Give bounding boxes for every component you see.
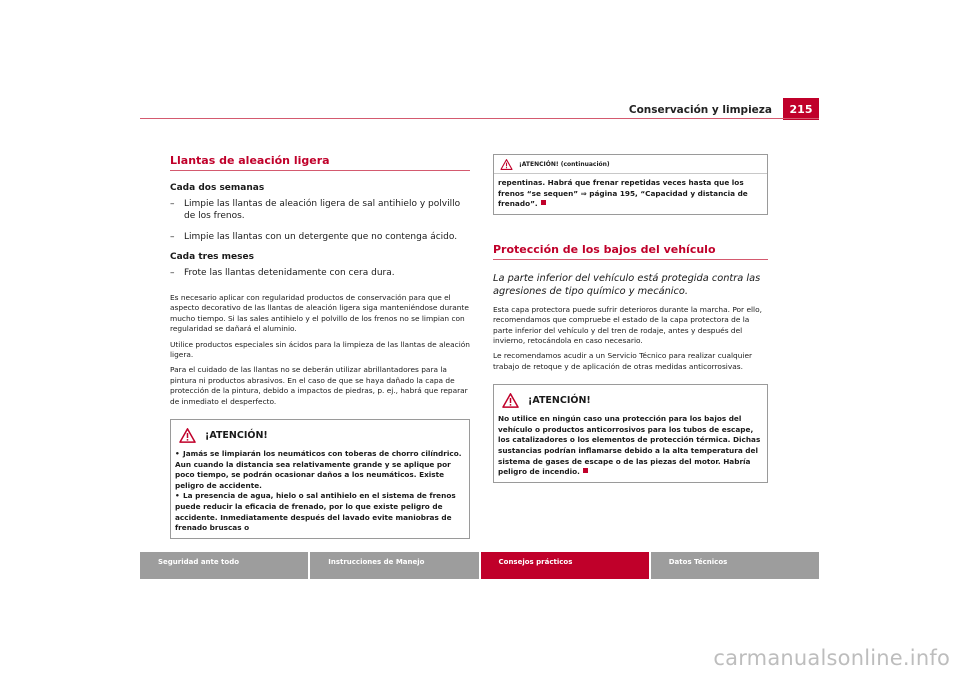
footer-tab-operating-instructions[interactable]: Instrucciones de Manejo xyxy=(310,552,478,579)
section-title-alloy-wheels: Llantas de aleación ligera xyxy=(170,154,470,171)
warning-title: ¡ATENCIÓN! xyxy=(205,430,268,442)
warning-triangle-icon xyxy=(500,159,513,170)
warning-continuation-header xyxy=(494,155,767,174)
footer-nav xyxy=(140,552,819,579)
warning-header xyxy=(171,420,469,447)
section-end-marker xyxy=(583,468,588,473)
list-item: – Limpie las llantas de aleación ligera de sal antihielo y polvillo de los frenos. xyxy=(170,199,461,221)
warning-continuation-box xyxy=(493,154,768,215)
body-paragraph: Esta capa protectora puede sufrir deterioros durante la marcha. Por ello, recomendamos que compruebe el estado de la capa protectora de la parte inferior del vehículo y del tren de rodaje, antes y después del invierno, retocándola en caso necesario. xyxy=(493,304,762,345)
watermark-text: carmanualsonline.info xyxy=(713,646,950,670)
body-paragraph: Para el cuidado de las llantas no se deberán utilizar abrillantadores para la pintura ni productos abrasivos. En el caso de que se haya dañado la capa de protección de la pintura, debido a impactos de piedras, p. ej., habrá que reparar de inmediato el desperfecto. xyxy=(170,365,468,406)
warning-box xyxy=(493,384,768,483)
warning-triangle-icon xyxy=(179,428,196,443)
footer-tab-practical-tips[interactable]: Consejos prácticos xyxy=(481,552,649,579)
section-end-marker xyxy=(541,200,546,205)
warning-body: No utilice en ningún caso una protección para los bajos del vehículo o productos anticorrosivos para los tubos de escape, los catalizadores o los elementos de protección térmica. Dichas sustancias podrían inflamarse debido a la alta temperatura del sistema de gases de escape o de las piezas del motor. Habría peligro de incendio. xyxy=(498,414,761,477)
page-header-title: Conservación y limpieza xyxy=(628,104,772,116)
body-paragraph: Es necesario aplicar con regularidad productos de conservación para que el aspecto decorativo de las llantas de aleación ligera siga manteniéndose durante mucho tiempo. Si las sales antihielo y el polvillo de los frenos no se limpian con regularidad se dañará el aluminio. xyxy=(170,293,469,334)
left-column xyxy=(170,154,470,539)
footer-tab-technical-data[interactable]: Datos Técnicos xyxy=(651,552,819,579)
footer-tab-safety[interactable]: Seguridad ante todo xyxy=(140,552,308,579)
subheading-biweekly: Cada dos semanas xyxy=(170,183,265,193)
warning-continuation-title: ¡ATENCIÓN! (continuación) xyxy=(519,161,610,168)
warning-title: ¡ATENCIÓN! xyxy=(528,395,591,407)
right-column xyxy=(493,154,768,483)
warning-bullet: • Jamás se limpiarán los neumáticos con toberas de chorro cilíndrico. Aun cuando la distancia sea relativamente grande y se aplique por poco tiempo, se podrán ocasionar daños a los neumáticos. Existe peligro de accidente. xyxy=(175,449,462,490)
warning-header xyxy=(494,385,767,412)
subheading-quarterly: Cada tres meses xyxy=(170,252,254,262)
section-title-underbody: Protección de los bajos del vehículo xyxy=(493,243,768,260)
warning-box xyxy=(170,419,470,539)
body-paragraph: Le recomendamos acudir a un Servicio Técnico para realizar cualquier trabajo de retoque y de aplicación de otras medidas anticorrosivas. xyxy=(493,351,753,371)
warning-triangle-icon xyxy=(502,393,519,408)
warning-continuation-body: repentinas. Habrá que frenar repetidas veces hasta que los frenos “se sequen” ⇒ página 195, “Capacidad y distancia de frenado”. xyxy=(498,178,748,209)
list-item: – Limpie las llantas con un detergente que no contenga ácido. xyxy=(170,232,458,242)
list-item: – Frote las llantas detenidamente con cera dura. xyxy=(170,268,395,278)
body-paragraph: Utilice productos especiales sin ácidos para la limpieza de las llantas de aleación ligera. xyxy=(170,339,470,360)
warning-body xyxy=(171,447,469,538)
header-rule xyxy=(140,118,819,119)
page-number-badge: 215 xyxy=(783,98,819,120)
lead-paragraph: La parte inferior del vehículo está protegida contra las agresiones de tipo químico y mecánico. xyxy=(493,272,761,297)
warning-bullet: • La presencia de agua, hielo o sal antihielo en el sistema de frenos puede reducir la eficacia de frenado, por lo que existe peligro de accidente. Inmediatamente después del lavado evite maniobras de frenado bruscas o xyxy=(175,491,456,533)
